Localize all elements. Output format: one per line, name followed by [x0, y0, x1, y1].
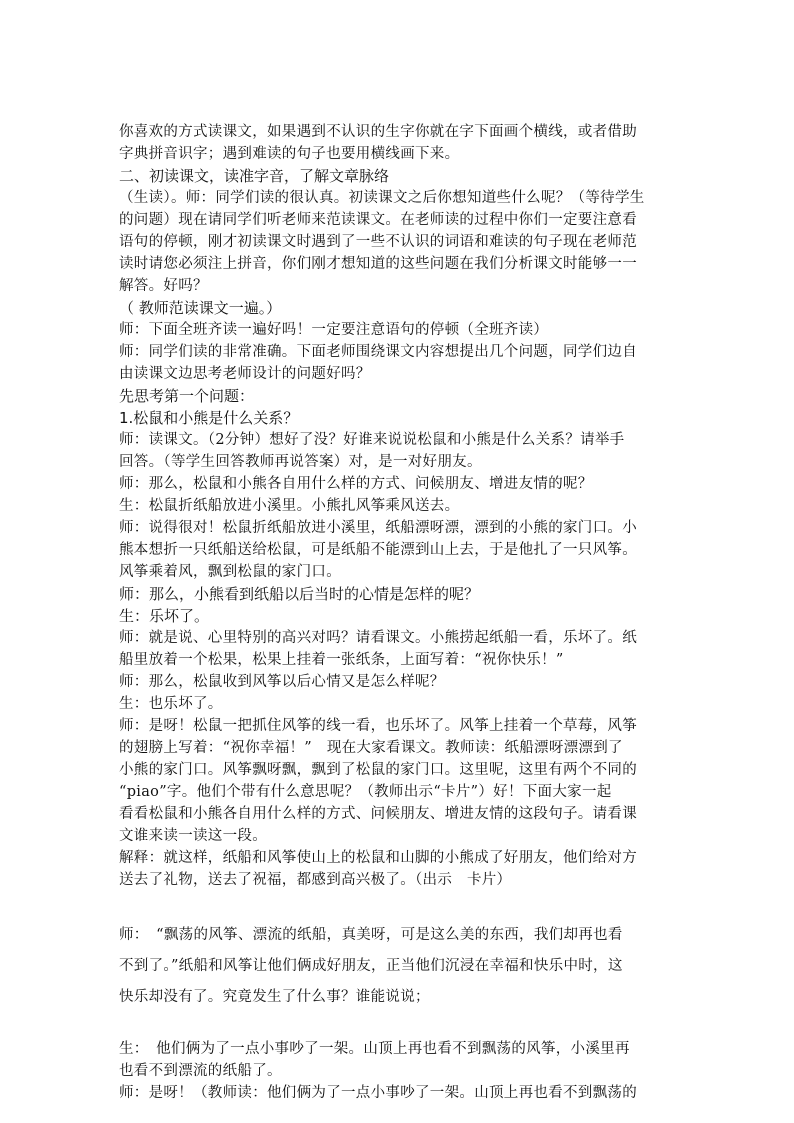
- text-line: 不到了。”纸船和风筝让他们俩成好朋友，正当他们沉浸在幸福和快乐中时，这: [119, 958, 623, 974]
- text-line: 师：是呀！松鼠一把抓住风筝的线一看，也乐坏了。风筝上挂着一个草莓，风筝: [119, 718, 637, 734]
- text-line: 也看不到漂流的纸船了。: [119, 1063, 282, 1079]
- text-line: 师：是呀！（教师读：他们俩为了一点小事吵了一架。山顶上再也看不到飘荡的: [119, 1085, 637, 1101]
- text-line: 船里放着一个松果，松果上挂着一张纸条，上面写着：“祝你快乐！”: [119, 652, 564, 668]
- text-line: 师：那么，小熊看到纸船以后当时的心情是怎样的呢？: [119, 585, 480, 603]
- text-line: 小熊的家门口。风筝飘呀飘，飘到了松鼠的家门口。这里呢，这里有两个不同的: [119, 762, 637, 778]
- text-line: 回答。（等学生回答教师再说答案）对，是一对好朋友。: [119, 454, 482, 470]
- text-line: “piao”字。他们个带有什么意思呢？（教师出示“卡片”）好！下面大家一起: [119, 784, 612, 800]
- text-line: 字典拼音识字；遇到难读的句子也要用横线画下来。: [119, 146, 460, 162]
- text-line: 的问题）现在请同学们听老师来范读课文。在老师读的过程中你们一定要注意看: [119, 212, 637, 228]
- text-line: 解释：就这样，纸船和风筝使山上的松鼠和山脚的小熊成了好朋友，他们给对方: [119, 850, 637, 866]
- section-heading: 二、初读课文，读准字音，了解文章脉络: [119, 167, 390, 185]
- text-line: 送去了礼物，送去了祝福，都感到高兴极了。（出示 卡片）: [119, 872, 512, 888]
- text-line: 先思考第一个问题：: [119, 387, 255, 405]
- text-line: 师：读课文。（2分钟）想好了没？好谁来说说松鼠和小熊是什么关系？请举手: [119, 432, 625, 448]
- text-line: 师：说得很对！松鼠折纸船放进小溪里，纸船漂呀漂，漂到的小熊的家门口。小: [119, 520, 637, 536]
- text-line: 你喜欢的方式读课文，如果遇到不认识的生字你就在字下面画个横线，或者借助: [119, 124, 637, 140]
- text-line: 师：就是说、心里特别的高兴对吗？请看课文。小熊捞起纸船一看，乐坏了。纸: [119, 630, 637, 646]
- text-line: 快乐却没有了。究竟发生了什么事？谁能说说；: [119, 989, 430, 1005]
- text-line: 师： “飘荡的风筝、漂流的纸船，真美呀，可是这么美的东西，我们却再也看: [119, 927, 623, 943]
- text-line: 看看松鼠和小熊各自用什么样的方式、问候朋友、增进友情的这段句子。请看课: [119, 806, 637, 822]
- text-line: （生读）。师：同学们读的很认真。初读课文之后你想知道些什么呢？（等待学生: [119, 190, 645, 206]
- text-line: 解答。好吗？: [119, 278, 208, 294]
- question-heading: 1.松鼠和小熊是什么关系？: [119, 409, 299, 427]
- text-line: 生：也乐坏了。: [119, 696, 223, 712]
- text-line: 由读课文边思考老师设计的问题好吗？: [119, 366, 371, 382]
- text-line: （ 教师范读课文一遍。）: [119, 299, 282, 317]
- text-line: 的翅膀上写着：“祝你幸福！” 现在大家看课文。教师读：纸船漂呀漂漂到了: [119, 740, 623, 756]
- text-line: 师：那么，松鼠和小熊各自用什么样的方式、问候朋友、增进友情的呢？: [119, 476, 593, 492]
- text-line: 读时请您必须注上拼音，你们刚才想知道的这些问题在我们分析课文时能够一一: [119, 256, 637, 272]
- text-line: 生：乐坏了。: [119, 607, 210, 625]
- text-line: 语句的停顿，刚才初读课文时遇到了一些不认识的词语和难读的句子现在老师范: [119, 234, 637, 250]
- text-line: 师：同学们读的非常准确。下面老师围绕课文内容想提出几个问题，同学们边自: [119, 344, 637, 360]
- text-line: 文谁来读一读这一段。: [119, 828, 267, 844]
- text-line: 师：下面全班齐读一遍好吗！一定要注意语句的停顿（全班齐读）: [119, 322, 549, 338]
- text-line: 生：松鼠折纸船放进小溪里。小熊扎风筝乘风送去。: [119, 498, 460, 514]
- text-line: 师：那么，松鼠收到风筝以后心情又是怎么样呢？: [119, 674, 445, 690]
- text-line: 熊本想折一只纸船送给松鼠，可是纸船不能漂到山上去，于是他扎了一只风筝。: [119, 542, 637, 558]
- text-line: 生： 他们俩为了一点小事吵了一架。山顶上再也看不到飘荡的风筝，小溪里再: [119, 1041, 630, 1057]
- text-line: 风筝乘着风，飘到松鼠的家门口。: [119, 564, 341, 580]
